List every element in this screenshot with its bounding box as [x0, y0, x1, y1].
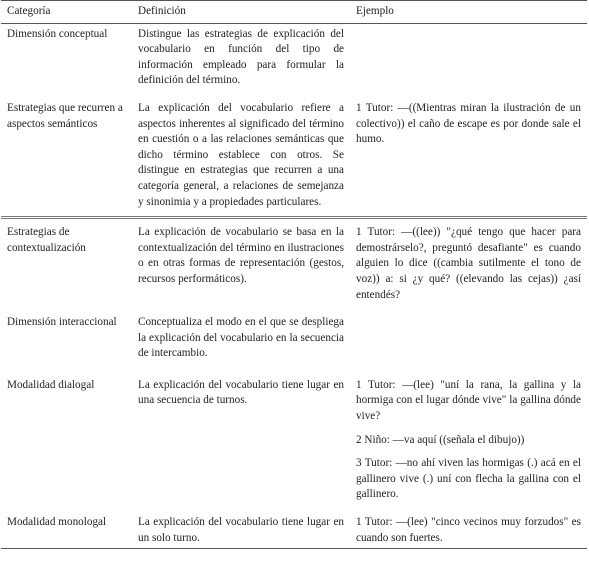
row-category: Estrategias de contextualización [7, 226, 86, 254]
example-turn: 1 Tutor: —(lee) "uní la rana, la gallina y la hormiga con el lugar dónde vive" la gallina dónde vive? [356, 378, 581, 423]
example-turn: 1 Tutor: —((lee)) "¿qué tengo que hacer para demostrárselo?, preguntó desafiante" es cuando alguien lo dice ((cambia sutilmente el tono de voz)) a: si ¿y qué? ((elevando las cejas)) ¿así entendés? [356, 226, 581, 301]
row-example [350, 92, 587, 218]
vocabulary-strategies-table [1, 0, 587, 549]
row-example [350, 365, 587, 506]
header-ejemplo: Ejemplo [350, 1, 587, 24]
row-category: Dimensión interaccional [7, 316, 117, 329]
row-definition: La explicación de vocabulario se basa en la contextualización del término en ilustraciones o en otras formas de representación (gestos, recursos performáticos). [138, 226, 344, 285]
example-turn: 3 Tutor: —no ahí viven las hormigas (.) acá en el gallinero vive (.) uní con flecha la gallina con el gallinero. [356, 457, 581, 501]
example-turn: 2 Niño: —va aquí ((señala el dibujo)) [356, 433, 525, 446]
row-example [350, 23, 587, 92]
table-header-row [1, 1, 587, 24]
row-category: Modalidad dialogal [7, 378, 95, 391]
table-row [1, 23, 587, 92]
row-definition: La explicación del vocabulario tiene lugar en un solo turno. [132, 506, 350, 549]
row-example [350, 506, 587, 549]
row-category: Estrategias que recurren a aspectos semánticos [1, 92, 132, 218]
row-example [350, 306, 587, 365]
example-turn: 1 Tutor: —((Mientras miran la ilustración de un colectivo)) el caño de escape es por donde sale el humo. [356, 101, 581, 146]
row-category: Dimensión conceptual [7, 27, 108, 40]
table-row [1, 218, 587, 306]
table-row [1, 92, 587, 218]
row-definition: La explicación del vocabulario refiere a aspectos inherentes al significado del término en cuestión o a las relaciones semánticas que dicho término establece con otros. Se distingue en estrategias que recurren a una categoría general, a relaciones de semejanza y sinonimia y a propiedades particulares. [132, 92, 350, 218]
header-categoria: Categoría [1, 1, 132, 24]
row-category: Modalidad monologal [1, 506, 132, 549]
row-definition: Distingue las estrategias de explicación del vocabulario en función del tipo de información empleado para formular la definición del término. [138, 27, 344, 87]
header-definicion: Definición [132, 1, 350, 24]
row-definition: La explicación del vocabulario tiene lugar en una secuencia de turnos. [138, 378, 344, 407]
table-row [1, 365, 587, 506]
row-definition: Conceptualiza el modo en el que se despliega la explicación del vocabulario en la secuencia de intercambio. [138, 316, 344, 360]
table-row [1, 506, 587, 549]
row-example [350, 218, 587, 306]
table-row [1, 306, 587, 365]
example-turn: 1 Tutor: —(lee) "cinco vecinos muy forzudos" es cuando son fuertes. [356, 516, 581, 544]
